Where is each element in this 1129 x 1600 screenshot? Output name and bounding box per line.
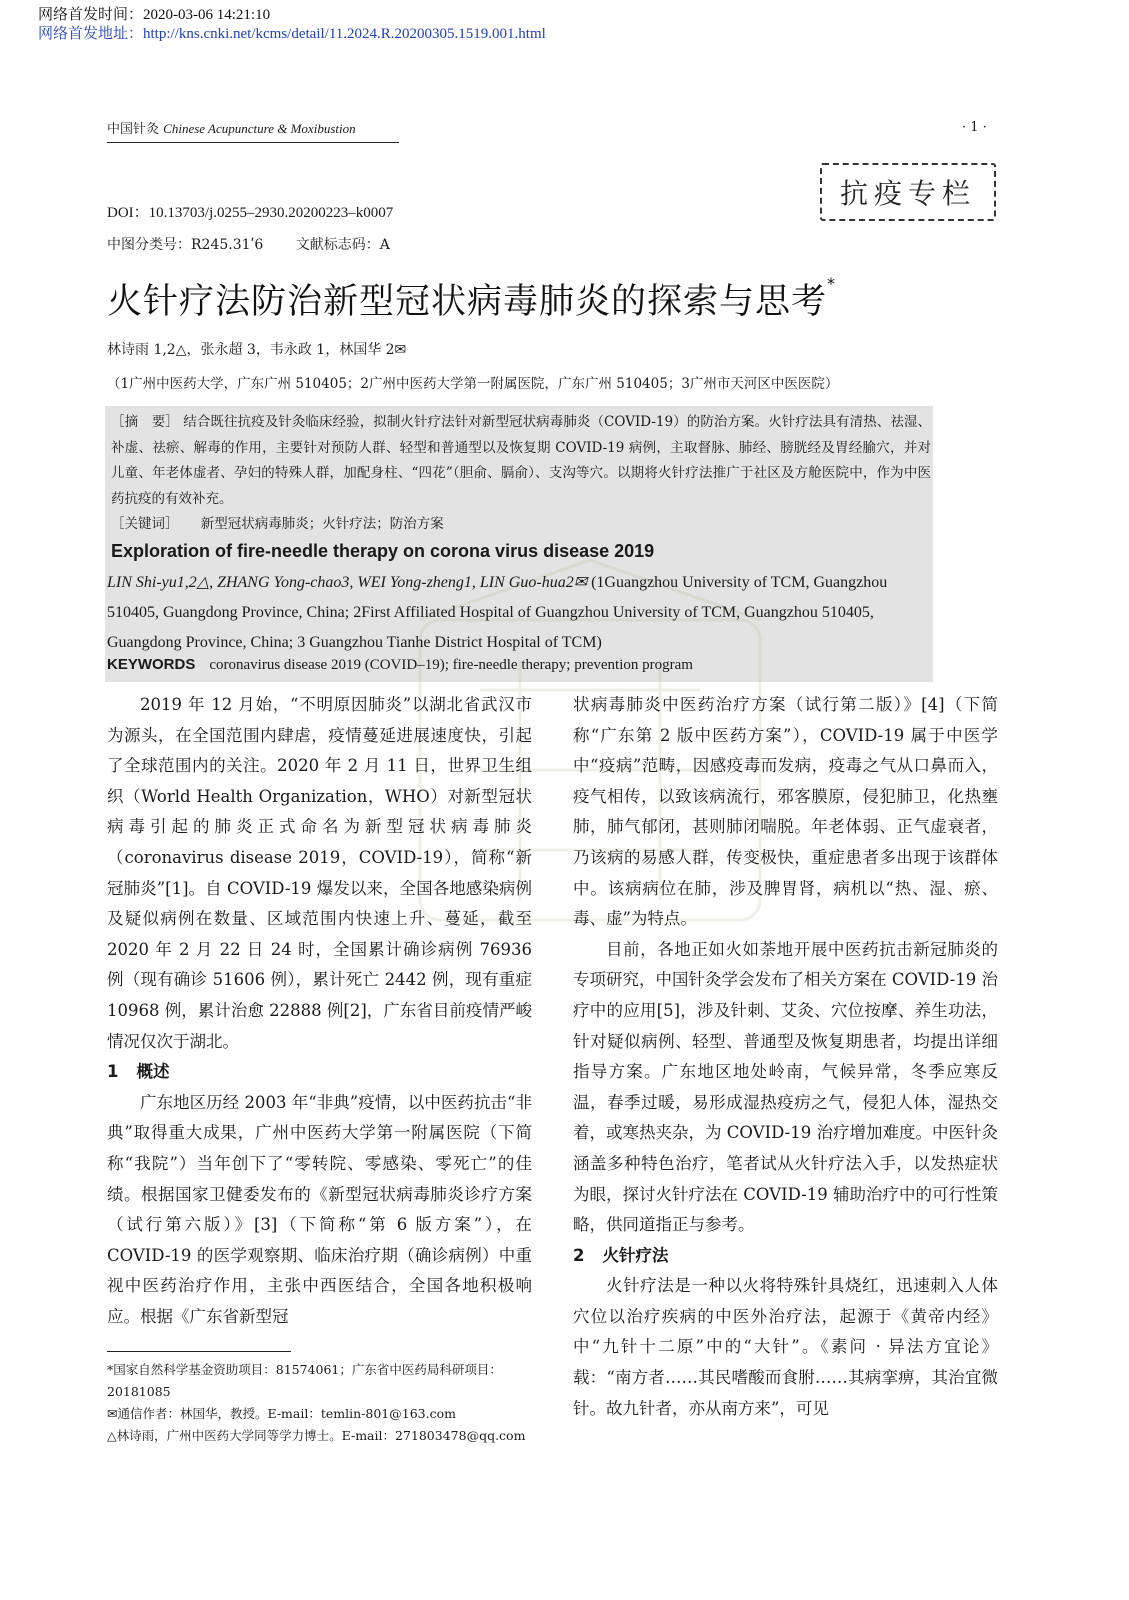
keywords-cn (111, 512, 444, 537)
keywords-cn-label: ［关键词］ (111, 516, 179, 532)
section-heading-1 (107, 1057, 532, 1088)
classification-line (107, 234, 418, 254)
paragraph: 状病毒肺炎中医药治疗方案（试行第二版）》[4]（下简称“广东第 2 版中医药方案”），COVID-19 属于中医学中“疫病”范畴，因感疫毒而发病，疫毒之气从口鼻而入，疫气相传，以致该病流行，邪客膜原，侵犯肺卫，化热壅肺，肺气郁闭，甚则肺闭喘脱。年老体弱、正气虚衰者，乃该病的易感人群，传变极快，重症患者多出现于该群体中。该病病位在肺，涉及脾胃肾，病机以“热、湿、瘀、毒、虚”为特点。 (573, 695, 998, 929)
footnotes (107, 1359, 537, 1447)
section-heading-2 (573, 1241, 998, 1272)
footnote-divider (107, 1351, 291, 1352)
paragraph: 广东地区历经 2003 年“非典”疫情，以中医药抗击“非典”取得重大成果，广州中医药大学第一附属医院（下简称“我院”）当年创下了“零转院、零感染、零死亡”的佳绩。根据国家卫健委发布的《新型冠状病毒肺炎诊疗方案（试行第六版）》[3]（下简称“第 6 版方案”），在 COVID-19 的医学观察期、临床治疗期（确诊病例）中重视中医药治疗作用，主张中西医结合，全国各地积极响应。根据《广东省新型冠 (107, 1092, 532, 1326)
online-time-value: 2020-03-06 14:21:10 (143, 7, 271, 23)
english-affiliations: (1Guangzhou University of TCM, Guangzhou 510405, Guangdong Province, China; 2First Affiliated Hospital of Guangzhou University of TCM, Guangzhou 510405, Guangdong Province, China; 3 Guangzhou Tianhe District Hospital of TCM) (107, 574, 888, 651)
document-code: 文献标志码：A (295, 237, 390, 253)
paragraph: 2019 年 12 月始，“不明原因肺炎”以湖北省武汉市为源头，在全国范围内肆虐，疫情蔓延进展速度快，引起了全球范围内的关注。2020 年 2 月 11 日，世界卫生组织（World Health Organization，WHO）对新型冠状病毒引起的肺炎正式命名为新型冠状病毒肺炎（coronavirus disease 2019，COVID-19），简称“新冠肺炎”[1]。自 COVID-19 爆发以来，全国各地感染病例及疑似病例在数量、区域范围内快速上升、蔓延，截至 2020 年 2 月 22 日 24 时，全国累计确诊病例 76936 例（现有确诊 51606 例），累计死亡 2442 例，现有重症 10968 例，累计治愈 22888 例[2]，广东省目前疫情严峻情况仅次于湖北。 (107, 695, 532, 1051)
keywords-cn-text: 新型冠状病毒肺炎；火针疗法；防治方案 (200, 516, 444, 532)
english-authors: LIN Shi-yu1,2△, ZHANG Yong-chao3, WEI Yong-zheng1, LIN Guo-hua2✉ (107, 574, 588, 591)
online-address-link[interactable]: http://kns.cnki.net/kcms/detail/11.2024.R.20200305.1519.001.html (143, 26, 546, 42)
paper-title-text: 火针疗法防治新型冠状病毒肺炎的探索与思考 (107, 282, 828, 322)
section-title: 概述 (136, 1062, 170, 1082)
body-left-column (107, 690, 532, 1332)
clc-number: 中图分类号：R245.31ʹ6 (107, 237, 264, 253)
abstract-label: ［摘 要］ (111, 414, 179, 430)
journal-name-en: Chinese Acupuncture & Moxibustion (163, 121, 356, 136)
english-keywords-text: coronavirus disease 2019 (COVID–19); fire-needle therapy; prevention program (209, 657, 693, 673)
page-number: · 1 · (962, 120, 987, 135)
english-keywords (107, 656, 693, 674)
abstract-cn (111, 410, 931, 512)
affiliations: （1广州中医药大学，广东广州 510405；2广州中医药大学第一附属医院，广东广州 510405；3广州市天河区中医医院） (107, 376, 839, 392)
paper-title (107, 274, 836, 324)
online-time-label: 网络首发时间： (38, 7, 144, 23)
section-number: 2 (573, 1245, 585, 1265)
journal-header (107, 120, 399, 143)
english-title: Exploration of fire-needle therapy on corona virus disease 2019 (111, 541, 655, 561)
paragraph: 目前，各地正如火如荼地开展中医药抗击新冠肺炎的专项研究，中国针灸学会发布了相关方案在 COVID-19 治疗中的应用[5]，涉及针刺、艾灸、穴位按摩、养生功法，针对疑似病例、轻型、普通型及恢复期患者，均提出详细指导方案。广东地区地处岭南，气候异常，冬季应寒反温，春季过暖，易形成湿热疫疠之气，侵犯人体，湿热交着，或寒热夹杂，为 COVID-19 治疗增加难度。中医针灸涵盖多种特色治疗，笔者试从火针疗法入手，以发热症状为眼，探讨火针疗法在 COVID-19 辅助治疗中的可行性策略，供同道指正与参考。 (573, 939, 998, 1235)
online-publication-info (38, 6, 546, 44)
paragraph: 火针疗法是一种以火将特殊针具烧红，迅速刺入人体穴位以治疗疾病的中医外治疗法，起源于《黄帝内经》中“九针十二原”中的“大针”。《素问 · 异法方宜论》载：“南方者……其民嗜酸而食胕……其病挛痹，其治宜微针。故九针者，亦从南方来”，可见 (573, 1276, 998, 1418)
online-address-label: 网络首发地址： (38, 26, 144, 42)
column-stamp: 抗疫专栏 (820, 163, 996, 221)
footnote-first-author: △林诗雨，广州中医药大学同等学力博士。E-mail：271803478@qq.com (107, 1428, 526, 1443)
section-title: 火针疗法 (602, 1245, 669, 1265)
title-footnote-mark: * (827, 274, 837, 293)
footnote-fund: *国家自然科学基金资助项目：81574061；广东省中医药局科研项目：20181085 (107, 1362, 502, 1399)
section-number: 1 (107, 1062, 119, 1082)
footnote-corresponding-author: ✉通信作者：林国华，教授。E-mail：temlin-801@163.com (107, 1406, 456, 1421)
body-right-column (573, 690, 998, 1424)
journal-name-cn: 中国针灸 (107, 122, 160, 137)
abstract-text: 结合既往抗疫及针灸临床经验，拟制火针疗法针对新型冠状病毒肺炎（COVID-19）的防治方案。火针疗法具有清热、祛湿、补虚、祛瘀、解毒的作用，主要针对预防人群、轻型和普通型以及恢复期 COVID-19 病例，主取督脉、肺经、膀胱经及胃经腧穴，并对儿童、年老体虚者、孕妇的特殊人群，加配身柱、“四花”（胆俞、膈俞）、支沟等穴。以期将火针疗法推广于社区及方舱医院中，作为中医药抗疫的有效补充。 (111, 414, 932, 507)
authors: 林诗雨 1,2△，张永超 3，韦永政 1，林国华 2✉ (107, 342, 407, 358)
english-keywords-label: KEYWORDS (107, 656, 196, 673)
doi: DOI：10.13703/j.0255–2930.20200223–k0007 (107, 205, 394, 221)
english-authors-affiliations (107, 568, 935, 658)
